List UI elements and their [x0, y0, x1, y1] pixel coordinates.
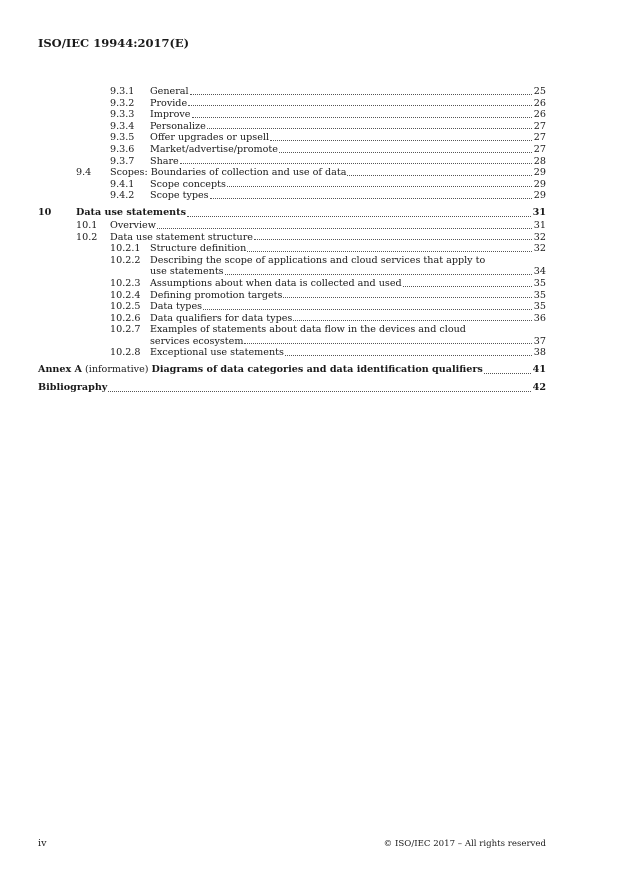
toc-page: 36	[533, 312, 546, 324]
toc-page: 28	[533, 155, 546, 167]
toc-title: Assumptions about when data is collected and used	[150, 277, 402, 289]
toc-entry-10-2-8[interactable]	[38, 347, 546, 359]
toc-number: 9.4.2	[110, 190, 135, 202]
toc-entry-10-2-5[interactable]	[38, 301, 546, 313]
dot-leader	[190, 94, 532, 95]
toc-page: 32	[533, 231, 546, 243]
toc-entry-9-3-3[interactable]	[38, 109, 546, 121]
toc-title: Scope concepts	[150, 178, 226, 190]
toc-number: 10.2.1	[110, 243, 141, 255]
toc-entry-10-2[interactable]	[38, 232, 546, 244]
toc-page: 27	[533, 120, 546, 132]
toc-title: Diagrams of data categories and data identification qualifiers	[151, 364, 483, 376]
dot-leader	[180, 163, 532, 164]
dot-leader	[484, 373, 531, 374]
toc-number: 10.2.3	[110, 277, 141, 289]
toc-entry-10-2-4[interactable]	[38, 290, 546, 302]
toc-title: Defining promotion targets	[150, 289, 283, 301]
dot-leader	[210, 198, 532, 199]
toc-title: Personalize	[150, 120, 206, 132]
toc-entry-9-3-6[interactable]	[38, 144, 546, 156]
dot-leader	[403, 286, 532, 287]
toc-number: 10.2	[76, 231, 98, 243]
toc-title: Share	[150, 155, 179, 167]
toc-number: 10.2.8	[110, 347, 141, 359]
copyright-notice: © ISO/IEC 2017 – All rights reserved	[383, 839, 546, 849]
toc-entry-10[interactable]	[38, 206, 546, 220]
toc-entry-9-3-1[interactable]	[38, 86, 546, 98]
toc-page: 27	[533, 132, 546, 144]
toc-number: 9.3.5	[110, 132, 135, 144]
dot-leader	[192, 117, 532, 118]
toc-page: 29	[533, 178, 546, 190]
toc-number: 10	[38, 206, 52, 218]
toc-title: Offer upgrades or upsell	[150, 132, 270, 144]
toc-entry-10-1[interactable]	[38, 220, 546, 232]
toc-number: 9.3.4	[110, 120, 135, 132]
dot-leader	[227, 186, 532, 187]
toc-number: 9.4.1	[110, 178, 135, 190]
toc-entry-annex-a[interactable]	[38, 363, 546, 377]
toc-page: 38	[533, 347, 546, 359]
toc-number: 10.2.4	[110, 289, 141, 301]
toc-entry-9-4-2[interactable]	[38, 190, 546, 202]
toc-number: 10.2.5	[110, 301, 141, 313]
toc-title: Examples of statements about data flow in the devices and cloud	[150, 324, 466, 336]
dot-leader	[347, 175, 531, 176]
toc-entry-10-2-2[interactable]	[38, 255, 546, 278]
toc-number: 10.2.6	[110, 312, 141, 324]
toc-entry-9-4[interactable]	[38, 167, 546, 179]
dot-leader	[188, 105, 532, 106]
toc-title-continued: services ecosystem	[150, 335, 244, 347]
toc-title: Provide	[150, 97, 188, 109]
toc-number: 9.4	[76, 167, 92, 179]
toc-title: Scope types	[150, 190, 209, 202]
page-number: iv	[38, 838, 47, 849]
dot-leader	[108, 391, 530, 392]
toc-title: Market/advertise/promote	[150, 143, 278, 155]
dot-leader	[207, 128, 532, 129]
toc-title: Describing the scope of applications and cloud services that apply to	[150, 254, 486, 266]
toc-number: 9.3.3	[110, 109, 135, 121]
toc-number: 10.2.7	[110, 324, 141, 336]
toc-title: Data qualifiers for data types	[150, 312, 293, 324]
dot-leader	[244, 343, 531, 344]
toc-page: 41	[532, 364, 546, 376]
dot-leader	[279, 152, 532, 153]
toc-title: Exceptional use statements	[150, 347, 284, 359]
dot-leader	[225, 274, 532, 275]
toc-entry-9-3-2[interactable]	[38, 98, 546, 110]
toc-title: Improve	[150, 109, 191, 121]
toc-page: 42	[532, 382, 546, 394]
dot-leader	[270, 140, 532, 141]
toc-page: 37	[533, 335, 546, 347]
toc-entry-9-3-7[interactable]	[38, 156, 546, 168]
dot-leader	[254, 239, 532, 240]
toc-page: 26	[533, 97, 546, 109]
toc-page: 35	[533, 289, 546, 301]
toc-title: Data use statement structure	[110, 231, 253, 243]
dot-leader	[247, 251, 532, 252]
toc-page: 31	[533, 219, 546, 231]
toc-entry-10-2-1[interactable]	[38, 243, 546, 255]
toc-page: 31	[532, 206, 546, 218]
toc-page: 35	[533, 277, 546, 289]
toc-entry-9-3-5[interactable]	[38, 132, 546, 144]
dot-leader	[293, 320, 531, 321]
toc-entry-10-2-7[interactable]	[38, 324, 546, 347]
toc-page: 29	[533, 167, 546, 179]
toc-title: Data types	[150, 301, 203, 313]
toc-page: 32	[533, 243, 546, 255]
annex-note: (informative)	[85, 364, 149, 376]
toc-number: 9.3.1	[110, 86, 135, 97]
toc-number: 9.3.7	[110, 155, 135, 167]
dot-leader	[285, 355, 532, 356]
toc-title: Scopes: Boundaries of collection and use of data	[110, 167, 347, 179]
toc-entry-9-3-4[interactable]	[38, 121, 546, 133]
dot-leader	[283, 297, 531, 298]
annex-label: Annex A	[38, 364, 83, 376]
document-header: ISO/IEC 19944:2017(E)	[38, 36, 190, 50]
toc-page: 25	[533, 86, 546, 97]
dot-leader	[187, 216, 531, 217]
toc-page: 35	[533, 301, 546, 313]
toc-page: 29	[533, 190, 546, 202]
toc-title: Bibliography	[38, 382, 108, 394]
dot-leader	[157, 228, 532, 229]
dot-leader	[203, 309, 532, 310]
toc-title: Data use statements	[76, 206, 186, 218]
toc-title: General	[150, 86, 189, 97]
toc-title: Overview	[110, 219, 156, 231]
toc-page: 27	[533, 143, 546, 155]
toc-title-continued: use statements	[150, 266, 224, 278]
toc-entry-10-2-6[interactable]	[38, 313, 546, 325]
table-of-contents	[38, 86, 546, 395]
toc-number: 9.3.6	[110, 143, 135, 155]
toc-number: 9.3.2	[110, 97, 135, 109]
toc-page: 26	[533, 109, 546, 121]
toc-number: 10.2.2	[110, 254, 141, 266]
toc-entry-9-4-1[interactable]	[38, 179, 546, 191]
toc-entry-bibliography[interactable]	[38, 381, 546, 395]
toc-entry-10-2-3[interactable]	[38, 278, 546, 290]
toc-page: 34	[533, 266, 546, 278]
toc-title: Structure definition	[150, 243, 247, 255]
toc-number: 10.1	[76, 219, 98, 231]
